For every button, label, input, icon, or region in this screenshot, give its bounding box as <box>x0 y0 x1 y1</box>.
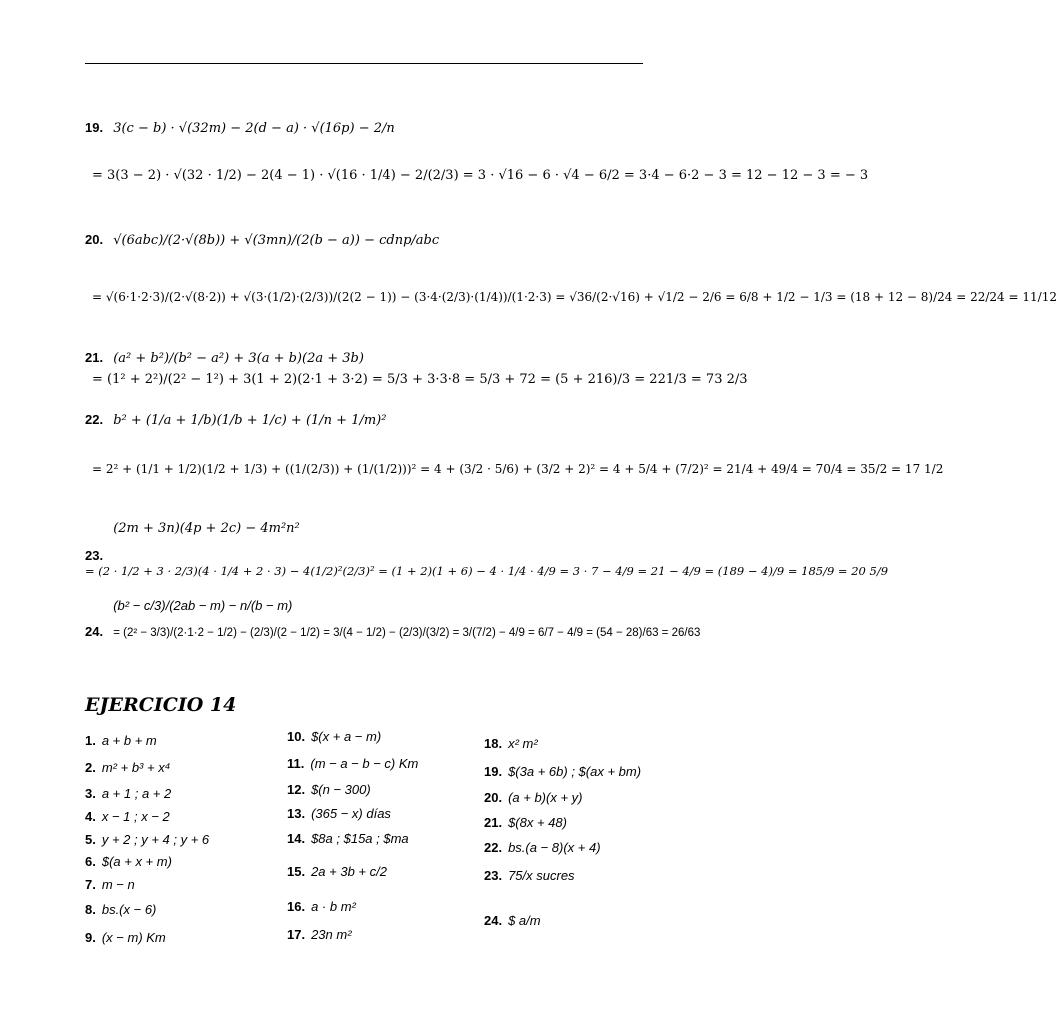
problem-21-solution: = (1² + 2²)/(2² − 1²) + 3(1 + 2)(2·1 + 3·2) = 5/3 + 3·3·8 = 5/3 + 72 = (5 + 216)/3 = 221/3 = 73 2/3 <box>92 372 748 387</box>
problem-22 <box>85 412 386 428</box>
answer-item <box>85 786 171 802</box>
answer-item <box>287 864 387 880</box>
problem-24 <box>85 598 292 614</box>
answer-number: 14. <box>287 831 306 846</box>
answer-number: 21. <box>484 815 503 830</box>
answer-text: a · b m² <box>311 899 356 914</box>
problem-statement: (2m + 3n)(4p + 2c) − 4m²n² <box>113 521 300 536</box>
answer-text: $ a/m <box>508 913 541 928</box>
answer-number: 16. <box>287 899 306 914</box>
answer-number: 1. <box>85 733 96 748</box>
answer-text: a + b + m <box>101 733 157 748</box>
answer-item <box>484 868 575 884</box>
answer-item <box>287 899 356 915</box>
answer-text: bs.(a − 8)(x + 4) <box>508 840 601 855</box>
problem-24-solution: = (2² − 3/3)/(2·1·2 − 1/2) − (2/3)/(2 − 1/2) = 3/(4 − 1/2) − (2/3)/(3/2) = 3/(7/2) − 4/9 = 6/7 − 4/9 = (54 − 28)/63 = 26/63 <box>113 627 701 639</box>
answer-text: x − 1 ; x − 2 <box>101 809 170 824</box>
answer-text: (m − a − b − c) Km <box>310 756 419 771</box>
answer-item <box>287 806 391 822</box>
answer-number: 22. <box>484 840 503 855</box>
answer-text: m² + b³ + x⁴ <box>101 760 171 775</box>
problem-24-solution-row <box>85 624 700 640</box>
answer-item <box>287 831 409 847</box>
top-rule <box>85 63 643 64</box>
problem-23-solution-row <box>85 548 888 579</box>
answer-text: 75/x sucres <box>508 868 575 883</box>
problem-statement: 3(c − b) · √(32m) − 2(d − a) · √(16p) − 2/n <box>113 121 395 136</box>
problem-number: 24. <box>85 624 104 639</box>
answer-number: 18. <box>484 736 503 751</box>
answer-number: 11. <box>287 756 305 771</box>
answer-number: 15. <box>287 864 306 879</box>
answer-number: 7. <box>85 877 96 892</box>
problem-20 <box>85 232 439 248</box>
answer-text: $(n − 300) <box>311 782 371 797</box>
answer-text: $(8x + 48) <box>508 815 567 830</box>
answer-item <box>484 815 567 831</box>
problem-number: 20. <box>85 232 104 247</box>
answer-text: bs.(x − 6) <box>101 902 157 917</box>
answer-item <box>484 790 583 806</box>
answer-item <box>85 930 166 946</box>
answer-text: (365 − x) días <box>311 806 391 821</box>
problem-23-solution: = (2 · 1/2 + 3 · 2/3)(4 · 1/4 + 2 · 3) − 4(1/2)²(2/3)² = (1 + 2)(1 + 6) − 4 · 1/4 · 4/9 = 3 · 7 − 4/9 = 21 − 4/9 = (189 − 4)/9 = 185/9 = 20 5/9 <box>85 564 889 578</box>
answer-item <box>85 877 135 893</box>
section-title: EJERCICIO 14 <box>85 694 237 716</box>
answer-number: 13. <box>287 806 306 821</box>
answer-number: 3. <box>85 786 96 801</box>
answer-number: 8. <box>85 902 96 917</box>
answer-item <box>85 832 209 848</box>
answer-number: 20. <box>484 790 503 805</box>
answer-item <box>287 756 418 772</box>
problem-19-solution: = 3(3 − 2) · √(32 · 1/2) − 2(4 − 1) · √(16 · 1/4) − 2/(2/3) = 3 · √16 − 6 · √4 − 6/2 = 3·4 − 6·2 − 3 = 12 − 12 − 3 = − 3 <box>92 168 869 183</box>
answer-item <box>484 764 641 780</box>
answer-text: $(3a + 6b) ; $(ax + bm) <box>508 764 642 779</box>
answer-text: m − n <box>101 877 135 892</box>
answer-text: a + 1 ; a + 2 <box>101 786 172 801</box>
answer-item <box>85 760 170 776</box>
answer-number: 19. <box>484 764 503 779</box>
answer-number: 10. <box>287 729 306 744</box>
answer-item <box>484 840 601 856</box>
answer-item <box>85 809 170 825</box>
problem-number: 21. <box>85 350 104 365</box>
problem-statement: b² + (1/a + 1/b)(1/b + 1/c) + (1/n + 1/m)² <box>113 413 387 428</box>
problem-19 <box>85 120 395 136</box>
answer-text: 2a + 3b + c/2 <box>311 864 387 879</box>
answer-number: 9. <box>85 930 96 945</box>
answer-text: $(a + x + m) <box>101 854 172 869</box>
problem-statement: (a² + b²)/(b² − a²) + 3(a + b)(2a + 3b) <box>113 351 364 366</box>
answer-item <box>85 733 157 749</box>
problem-statement: (b² − c/3)/(2ab − m) − n/(b − m) <box>113 598 293 613</box>
answer-number: 5. <box>85 832 96 847</box>
problem-number: 22. <box>85 412 104 427</box>
answer-number: 12. <box>287 782 306 797</box>
answer-text: y + 2 ; y + 4 ; y + 6 <box>101 832 210 847</box>
problem-number: 23. <box>85 548 104 563</box>
answer-text: 23n m² <box>311 927 352 942</box>
problem-22-solution: = 2² + (1/1 + 1/2)(1/2 + 1/3) + ((1/(2/3)) + (1/(1/2)))² = 4 + (3/2 · 5/6) + (3/2 + 2)² = 4 + 5/4 + (7/2)² = 21/4 + 49/4 = 70/4 = 35/2 = 17 1/2 <box>92 462 944 476</box>
answer-number: 4. <box>85 809 96 824</box>
answer-number: 17. <box>287 927 306 942</box>
answer-text: $(x + a − m) <box>311 729 382 744</box>
problem-23 <box>85 520 300 536</box>
answer-item <box>85 854 172 870</box>
answer-item <box>287 782 371 798</box>
answer-number: 6. <box>85 854 96 869</box>
answer-item <box>287 729 381 745</box>
answer-item <box>85 902 156 918</box>
answer-number: 2. <box>85 760 96 775</box>
answer-number: 24. <box>484 913 503 928</box>
answer-number: 23. <box>484 868 503 883</box>
problem-number: 19. <box>85 120 104 135</box>
answer-item <box>484 736 538 752</box>
answer-text: $8a ; $15a ; $ma <box>311 831 409 846</box>
answer-item <box>484 913 541 929</box>
answer-text: (a + b)(x + y) <box>508 790 583 805</box>
problem-20-solution: = √(6·1·2·3)/(2·√(8·2)) + √(3·(1/2)·(2/3))/(2(2 − 1)) − (3·4·(2/3)·(1/4))/(1·2·3) = √36/(2·√16) + √1/2 − 2/6 = 6/8 + 1/2 − 1/3 = (18 + 12 − 8)/24 = 22/24 = 11/12 <box>92 290 1057 304</box>
problem-21 <box>85 350 364 366</box>
answer-text: x² m² <box>508 736 538 751</box>
problem-statement: √(6abc)/(2·√(8b)) + √(3mn)/(2(b − a)) − cdnp/abc <box>113 233 440 248</box>
answer-item <box>287 927 352 943</box>
answer-text: (x − m) Km <box>101 930 166 945</box>
